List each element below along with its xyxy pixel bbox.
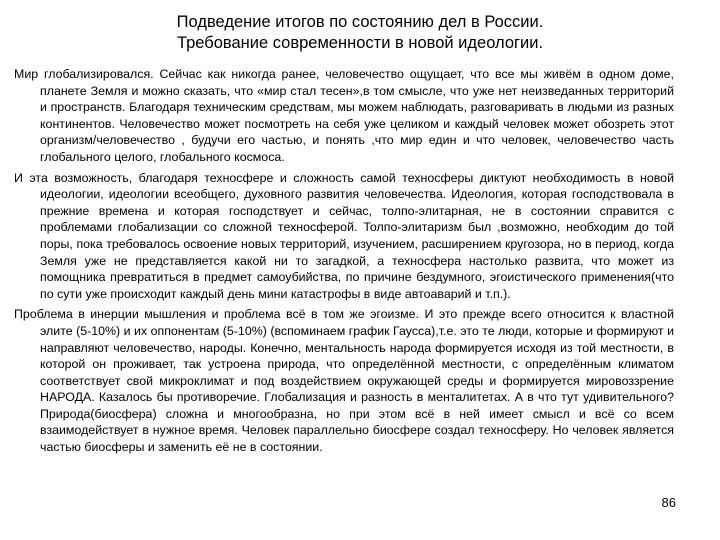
paragraph-technosphere: И эта возможность, благодаря техносфере и сложность самой техносферы диктуют необходимость в новой идеологии, идеологии всеобщего, духовного развития человечества. Идеология, которая господствовала в прежние времена и которая господствует и сейчас, толпо-элитарная, не в состоянии справится с проблемами глобализации со сложной техносферой. Толпо-элитаризм был ,возможно, необходим до той поры, пока требовалось освоение новых территорий, изучением, расширением кругозора, но в период, когда Земля уже не представляется какой ни то загадкой, а техносфера настолько развита, что может из помощника превратиться в предмет самоубийства, по причине бездумного, эгоистического применения(что по сути уже происходит каждый день мини катастрофы в виде автоаварий и т.п.). xyxy=(14,170,674,301)
slide-body xyxy=(14,66,674,456)
page-number: 86 xyxy=(661,495,676,510)
paragraph-globalization: Мир глобализировался. Сейчас как никогда ранее, человечество ощущает, что все мы живём в одном доме, планете Земля и можно сказать, что «мир стал тесен»,в том смысле, что уже нет неизведанных территорий и пространств. Благодаря техническим средствам, мы можем наблюдать, разговаривать в людьми из разных континентов. Человечество может посмотреть на себя уже целиком и каждый человек может обозреть этот организм/человечество , будучи его частью, и понять ,что мир един и что человек, человечество часть глобального целого, глобального космоса. xyxy=(14,67,674,164)
slide-title xyxy=(0,12,720,54)
title-line-2: Требование современности в новой идеологии. xyxy=(176,34,544,52)
title-line-1: Подведение итогов по состоянию дел в России. xyxy=(176,13,544,31)
paragraph-inertia: Проблема в инерции мышления и проблема всё в том же эгоизме. И это прежде всего относится к властной элите (5-10%) и их оппонентам (5-10%) (вспоминаем график Гаусса),т.е. это те люди, которые и формируют и направляют человечество, народы. Конечно, ментальность народа формируется исходя из той местности, в которой он проживает, так устроена природа, что определённой местности, с определённым климатом соответствует свой микроклимат и под воздействием окружающей среды и формируется мировоззрение НАРОДА. Казалось бы противоречие. Глобализация и разность в менталитетах. А в что тут удивительного? Природа(биосфера) сложна и многообразна, но при этом всё в ней имеет смысл и всё со всем взаимодействует в нужное время. Человек параллельно биосфере создал техносферу. Но человек является частью биосферы и заменить её не в состоянии. xyxy=(14,307,674,455)
